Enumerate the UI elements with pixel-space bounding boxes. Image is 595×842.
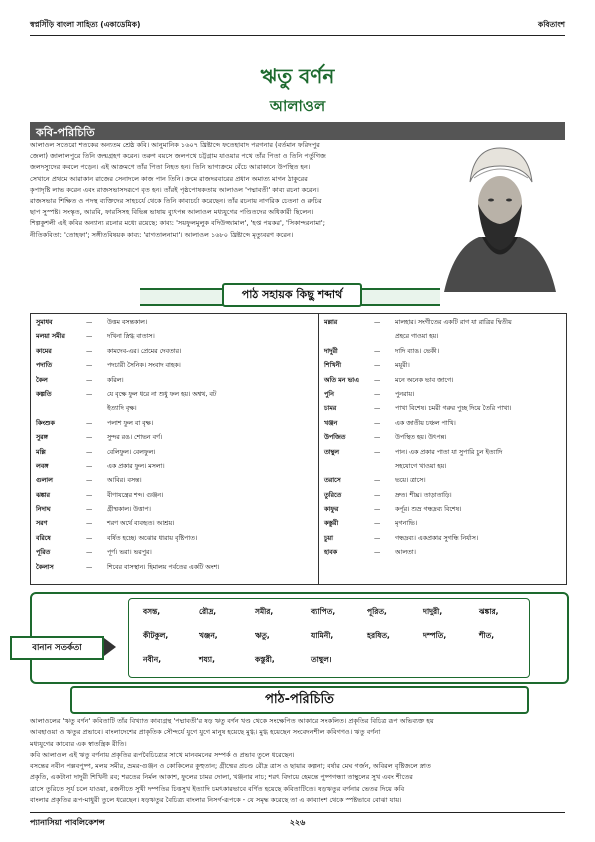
spelling-word: হরষিত, xyxy=(367,631,390,640)
spelling-label: বানান সতর্কতা xyxy=(10,636,104,660)
book-title: স্বপ্নসিঁড়ি বাংলা সাহিত্য (একাডেমিক) xyxy=(30,20,141,29)
bio-line: জলদস্যুদের কবলে পড়েন। এই আক্রমণে তাঁর পিতা নিহত হন। তিনি ভাগ্যক্রমে বেঁচে আরাকানে উপস্থিত হন। xyxy=(30,163,311,172)
intro-line: মধ্যযুগের কাব্যের এক স্বাতন্ত্রিক রীতি। xyxy=(30,739,127,748)
glossary-word: কাফুর xyxy=(324,506,339,514)
bio-heading: কবি-পরিচিতি xyxy=(36,126,95,139)
glossary-meaning: গন্ধদ্রব্য। একপ্রকার সুগন্ধি নির্যাস। xyxy=(395,534,478,542)
glossary-row xyxy=(36,390,316,404)
spelling-word: শীত, xyxy=(479,631,495,640)
glossary-row xyxy=(36,462,316,476)
glossary-dash: — xyxy=(374,347,381,355)
glossary-meaning: পূর্ণ। ভরা। ভরপুর। xyxy=(107,549,152,557)
spelling-word: পূরিত, xyxy=(367,607,387,616)
poem-title: ঋতু বর্ণন xyxy=(260,64,335,88)
glossary-dash: — xyxy=(374,419,381,427)
glossary-row xyxy=(36,347,316,361)
glossary-meaning: সহযোগে খাওয়া হয়। xyxy=(395,462,447,470)
glossary-word: মল্লি xyxy=(36,448,46,456)
spelling-word: খঞ্জন, xyxy=(199,631,218,640)
bio-line: রাজসভার শিক্ষিত ও পদস্থ ব্যক্তিদের সাহচর্যে থেকে তিনি কাব্যচর্চা করেছেন। তাঁর রচনায় নাগরিক চেতনা ও রুচির xyxy=(30,197,322,206)
glossary-row xyxy=(324,534,564,548)
publisher-name: প্যানাসিয়া পাবলিকেশন্স xyxy=(30,818,105,827)
glossary-meaning: ভয়ে। ত্রাসে। xyxy=(395,477,426,485)
section-label: কবিতাংশ xyxy=(537,20,565,29)
glossary-word: কামের xyxy=(36,347,52,355)
glossary-row xyxy=(324,376,564,390)
glossary-dash: — xyxy=(86,434,93,442)
glossary-word: চুয়া xyxy=(324,534,333,542)
spelling-word: সমীর, xyxy=(255,607,274,616)
spelling-word: কীটকুল, xyxy=(143,631,169,640)
glossary-dash: — xyxy=(86,477,93,485)
glossary-row xyxy=(324,361,564,375)
glossary-word: গুলাল xyxy=(36,477,53,485)
glossary-dash: — xyxy=(86,362,93,370)
glossary-word: সুরঙ্গ xyxy=(36,434,48,442)
glossary-dash: — xyxy=(374,319,381,326)
glossary-meaning: আবির। বসন্ত। xyxy=(107,477,142,485)
glossary-row xyxy=(36,563,316,577)
glossary-row xyxy=(36,505,316,519)
glossary-meaning: উত্তম বসন্তকাল। xyxy=(107,319,148,326)
glossary-meaning: বর্ষিত হচ্ছে। অঝোর ধারায় বৃষ্টিপাত। xyxy=(107,534,198,542)
glossary-dash: — xyxy=(86,549,93,557)
glossary-meaning: যে বৃক্ষে ফুল ধরে না শুধু ফল হয়। অশ্বথ, বট xyxy=(107,390,217,398)
glossary-row xyxy=(36,332,316,346)
glossary-word: কৈল xyxy=(36,376,48,384)
glossary-dash: — xyxy=(86,347,93,355)
spelling-word: ঝঙ্কার, xyxy=(479,607,499,616)
glossary-row xyxy=(36,448,316,462)
glossary-meaning: মৃগনাভি। xyxy=(395,520,417,528)
glossary-word: পদাতি xyxy=(36,362,52,370)
header-divider xyxy=(30,35,565,36)
glossary-meaning: কামদেব-এর। প্রেমের দেবতার। xyxy=(107,347,182,355)
glossary-word: তুরিতে xyxy=(324,491,342,499)
glossary-row xyxy=(36,491,316,505)
glossary-row xyxy=(324,519,564,533)
glossary-right-column xyxy=(324,318,564,563)
glossary-word: তাম্বুল xyxy=(324,448,339,456)
glossary-meaning: উপস্থিত হয়। উৎপন্ন। xyxy=(395,434,447,442)
spelling-words-box xyxy=(128,598,530,678)
glossary-word: মল্লার xyxy=(324,319,338,326)
glossary-meaning: ইত্যাদি বৃক্ষ। xyxy=(107,405,137,413)
glossary-row xyxy=(36,476,316,490)
glossary-dash: — xyxy=(374,491,381,499)
intro-line: কবি আলাওল এই ঋতু বর্ণনায় প্রকৃতির রূপবৈচিত্র্যের সাথে মানবমনের সম্পর্ক ও প্রভাব তুলে ধরেছেন। xyxy=(30,750,295,759)
arrow-right-icon xyxy=(104,638,116,656)
glossary-word: শিখিনী xyxy=(324,362,342,370)
spelling-word: দাদুরী, xyxy=(423,607,443,616)
glossary-word: হাবক xyxy=(324,549,338,557)
bio-line: ছাপ সুস্পষ্ট। সংস্কৃত, আরবি, ফারসিসহ বিভিন্ন ভাষায় ব্যুৎপন্ন আলাওল মধ্যযুগের পণ্ডিতদের অধিকারী ছিলেন। xyxy=(30,208,314,217)
intro-line: ত্রাসে তুরিতে সূর্য চলে যাওয়া, রজনীতে সুখী দম্পতির চিত্তসুখ ইত্যাদি চমৎকারভাবে বর্ণিত হয়েছে কবিতাটিতে। ষড়ঋতুর বর্ণনার ভেতর দিয়ে কবি xyxy=(30,784,405,793)
glossary-row xyxy=(324,462,564,476)
glossary-word: কস্তুরী xyxy=(324,520,339,528)
wave-ornament-right xyxy=(356,288,440,306)
glossary-dash: — xyxy=(86,520,93,528)
glossary-dash: — xyxy=(374,376,381,384)
glossary-meaning: পান। এক প্রকার পাতা যা সুপারি চুন ইত্যাদি xyxy=(395,448,503,456)
glossary-dash: — xyxy=(374,434,381,442)
spelling-word: দম্পতি, xyxy=(423,631,447,640)
glossary-dash: — xyxy=(86,333,93,341)
glossary-row xyxy=(324,548,564,562)
glossary-banner xyxy=(140,280,440,310)
glossary-meaning: দাদি ব্যাঙ। ভেকী। xyxy=(395,347,439,355)
glossary-row xyxy=(36,433,316,447)
glossary-word: চামর xyxy=(324,405,337,413)
intro-line: বসন্তের নবীন পল্লবপুষ্প, মলয় সমীর, ভ্রমর-গুঞ্জন ও কোকিলের কুহুতান; গ্রীষ্মের প্রচণ্ড রৌদ্র ত্রাস ও ছায়ার কল্পনা; বর্ষার মেঘ গর্জন, অবিরল বৃষ্টিজলে স্নাত xyxy=(30,762,431,771)
glossary-row xyxy=(36,361,316,375)
glossary-dash: — xyxy=(86,448,93,456)
intro-line: আলাওলের 'ঋতু বর্ণন' কবিতাটি তাঁর বিখ্যাত কাব্যগ্রন্থ 'পদ্মাবতী'র ষড় ঋতু বর্ণন খণ্ড থেকে সংক্ষেপিত আকারে সংকলিত। প্রকৃতির বিচিত্র রূপ অভিব্যক্ত হয় xyxy=(30,717,434,725)
glossary-dash: — xyxy=(374,549,381,557)
glossary-meaning: পাখা বিশেষ। চমরী গরুর পুচ্ছ দিয়ে তৈরি পাখা। xyxy=(395,405,512,413)
glossary-meaning: পুনরায়। xyxy=(395,390,415,398)
poet-portrait xyxy=(434,142,565,292)
glossary-meaning: বীণাযন্ত্রের শব্দ। গুঞ্জন। xyxy=(107,491,164,499)
glossary-row xyxy=(36,548,316,562)
glossary-dash: — xyxy=(86,419,93,427)
glossary-dash: — xyxy=(374,520,381,528)
glossary-dash: — xyxy=(374,362,381,370)
glossary-meaning: আলতা। xyxy=(395,549,416,557)
glossary-dash: — xyxy=(86,534,93,542)
spelling-word: রৌদ্র, xyxy=(199,607,217,616)
glossary-meaning: সুন্দর রঙ। শোভন বর্ণ। xyxy=(107,434,163,442)
glossary-row xyxy=(36,519,316,533)
glossary-row xyxy=(324,347,564,361)
glossary-word: সুমাধব xyxy=(36,319,53,326)
intro-heading: পাঠ-পরিচিতি xyxy=(70,686,529,714)
glossary-word: লবঙ্গ xyxy=(36,462,49,470)
glossary-meaning: মালহার। সংগীতের একটি রাগ যা রাত্রির দ্বিতীয় xyxy=(395,319,512,326)
spelling-word: ব্যাপিত, xyxy=(311,607,336,616)
glossary-meaning: মনে অনেক ভাব জাগে। xyxy=(395,376,454,384)
glossary-meaning: দখিনা স্নিগ্ধ বাতাস। xyxy=(107,333,155,341)
glossary-row xyxy=(324,476,564,490)
glossary-row xyxy=(324,318,564,332)
glossary-meaning: এক জাতীয় চঞ্চল পাখি। xyxy=(395,419,456,427)
bio-line: শিল্পকুশলী এই কবির অন্যান্য রচনার মধ্যে রয়েছে: কাব্য: 'সয়ফুলমুলুক বদিউজ্জামাল', 'হপ্ত পয়কর', 'সিকান্দরনামা'; xyxy=(30,219,325,228)
glossary-column-divider xyxy=(318,314,319,584)
glossary-table xyxy=(30,313,567,585)
bio-line: জেলা) জালালপুরে তিনি জন্মগ্রহণ করেন। তরুণ বয়সে জলপথে চট্টগ্রাম যাওয়ার পথে তাঁর পিতা ও তিনি পর্তুগিজ xyxy=(30,152,326,161)
glossary-left-column xyxy=(36,318,316,577)
glossary-word: দাদুরী xyxy=(324,347,338,355)
bio-line: নীতিকবিতা: 'তোহফা'; সঙ্গীতবিষয়ক কাব্য: 'রাগতালনামা'। আলাওল ১৬৮০ খ্রিষ্টাব্দে মৃত্যুবরণ করেন। xyxy=(30,230,294,239)
glossary-dash: — xyxy=(86,491,93,499)
footer-divider xyxy=(30,812,565,813)
glossary-word: উপজিত xyxy=(324,434,346,442)
spelling-word: নবীন, xyxy=(143,655,162,664)
glossary-dash: — xyxy=(374,448,381,456)
glossary-row xyxy=(324,390,564,404)
glossary-row xyxy=(324,332,564,346)
glossary-word: কৈলাস xyxy=(36,563,54,571)
glossary-word: অতি মন ভাএ xyxy=(324,376,359,384)
glossary-row xyxy=(36,419,316,433)
glossary-word: বরিষে xyxy=(36,534,51,542)
glossary-dash: — xyxy=(86,319,93,326)
glossary-word: কিংশুক xyxy=(36,419,55,427)
spelling-word: কস্তুরী, xyxy=(255,655,275,664)
glossary-meaning: দ্রুত। শীঘ্র। তাড়াতাড়ি। xyxy=(395,491,452,499)
glossary-word: মলয়া সমীর xyxy=(36,333,65,341)
bio-heading-bar xyxy=(30,122,565,140)
glossary-row xyxy=(324,419,564,433)
running-header xyxy=(30,20,565,34)
intro-line: বাংলার প্রকৃতির রূপ-মাধুরী তুলে ধরেছেন। ষড়ঋতুর বৈচিত্র্য বাংলার নিসর্গ-রূপকে - যে সমৃদ্ধ করেছে তা এ কাব্যাংশ থেকে স্পষ্টভাবে বোঝা যায়। xyxy=(30,796,402,805)
bio-text xyxy=(30,140,430,241)
glossary-dash: — xyxy=(86,506,93,514)
intro-line: প্রকৃতি, একটানা দাদুরী শিখিনী রব; শরতের নির্মল আকাশ, ফুলের চামর দোলা, খঞ্জনার নাচ; শরৎ বিদায়ে হেমন্তে পুষ্পগন্ধ্যা তাম্বুলের সুখ এবং শীতের xyxy=(30,773,413,782)
page-number: ২২৬ xyxy=(289,818,306,827)
glossary-meaning: প্রহরে গাওয়া হয়। xyxy=(395,333,439,341)
glossary-meaning: গ্রীষ্মকাল। উত্তাপ। xyxy=(107,506,151,514)
glossary-word: তরাসে xyxy=(324,477,341,485)
glossary-dash: — xyxy=(374,506,381,514)
glossary-meaning: পদচারী সৈনিক। সংবাদ বাহক। xyxy=(107,362,181,370)
glossary-word: ঝঙ্কার xyxy=(36,491,50,499)
poem-author: আলাওল xyxy=(269,97,326,115)
glossary-dash: — xyxy=(86,390,93,398)
spelling-word: ঋতু, xyxy=(255,631,270,640)
glossary-meaning: এক প্রকার ফুল। মসলা। xyxy=(107,462,165,470)
glossary-row xyxy=(324,448,564,462)
glossary-meaning: ময়ূরী। xyxy=(395,362,410,370)
glossary-row xyxy=(36,534,316,548)
glossary-dash: — xyxy=(86,462,93,470)
glossary-row xyxy=(36,404,316,418)
glossary-word: সরণ xyxy=(36,520,48,528)
glossary-meaning: পলাশ ফুল বা বৃক্ষ। xyxy=(107,419,154,427)
glossary-row xyxy=(324,505,564,519)
wave-ornament-left xyxy=(140,288,224,306)
glossary-row xyxy=(36,318,316,332)
glossary-dash: — xyxy=(374,534,381,542)
glossary-meaning: বেলিফুল। বেলফুল। xyxy=(107,448,156,456)
bio-line: সেখানে প্রথমে আরাকান রাজের সেনাদলে কাজ পান তিনি। ক্রমে রাজদরবারের প্রধান অমাত্য মাগন ঠাকুরের xyxy=(30,174,308,183)
glossary-dash: — xyxy=(374,405,381,413)
spelling-word: বসন্ত, xyxy=(143,607,161,616)
glossary-meaning: শরণ অর্থে ব্যবহৃত। আশ্রয়। xyxy=(107,520,175,528)
intro-line: আবহাওয়া ও ঋতুর প্রভাবে। বাংলাদেশের প্রাকৃতিক সৌন্দর্যে যুগে যুগে মানুষ হয়েছে মুগ্ধ। মুগ্ধ হয়েছেন সংবেদনশীল কবিগণও। ঋতু বর্ণনা xyxy=(30,728,381,737)
bio-line: কৃপাদৃষ্টি লাভ করেন এবং রাজসভাসদরূপে বৃত হন। তাঁরই পৃষ্ঠপোষকতায় আলাওল 'পদ্মাবতী' কাব্য রচনা করেন। xyxy=(30,185,319,194)
glossary-meaning: করিল। xyxy=(107,376,124,384)
spelling-word: শয্যা, xyxy=(199,655,215,664)
glossary-meaning: কর্পূর। শুভ্র গন্ধদ্রব্য বিশেষ। xyxy=(395,506,462,514)
glossary-word: পুনি xyxy=(324,390,334,398)
glossary-dash: — xyxy=(86,563,93,571)
glossary-word: নিদাঘ xyxy=(36,506,51,514)
glossary-row xyxy=(36,376,316,390)
glossary-row xyxy=(324,404,564,418)
glossary-meaning: শিবের বাসস্থান। হিমালয় পর্বতের একটি অংশ। xyxy=(107,563,220,571)
glossary-dash: — xyxy=(86,376,93,384)
glossary-word: কল্পতি xyxy=(36,390,52,398)
bio-line: আলাওল সতেরো শতকের অন্যতম শ্রেষ্ঠ কবি। আনুমানিক ১৬০৭ খ্রিষ্টাব্দে ফতেহাবাদ পরগনার (বর্তমান ফরিদপুর xyxy=(30,141,320,149)
glossary-dash: — xyxy=(374,390,381,398)
spelling-word: যামিনী, xyxy=(311,631,334,640)
spelling-word: তাম্বুল। xyxy=(311,655,332,664)
glossary-dash: — xyxy=(374,477,381,485)
glossary-row xyxy=(324,433,564,447)
glossary-heading: পাঠ সহায়ক কিছু শব্দার্থ xyxy=(222,283,362,307)
glossary-word: খঞ্জন xyxy=(324,419,338,427)
glossary-row xyxy=(324,491,564,505)
intro-text xyxy=(30,716,565,806)
glossary-word: পূরিত xyxy=(36,549,51,557)
